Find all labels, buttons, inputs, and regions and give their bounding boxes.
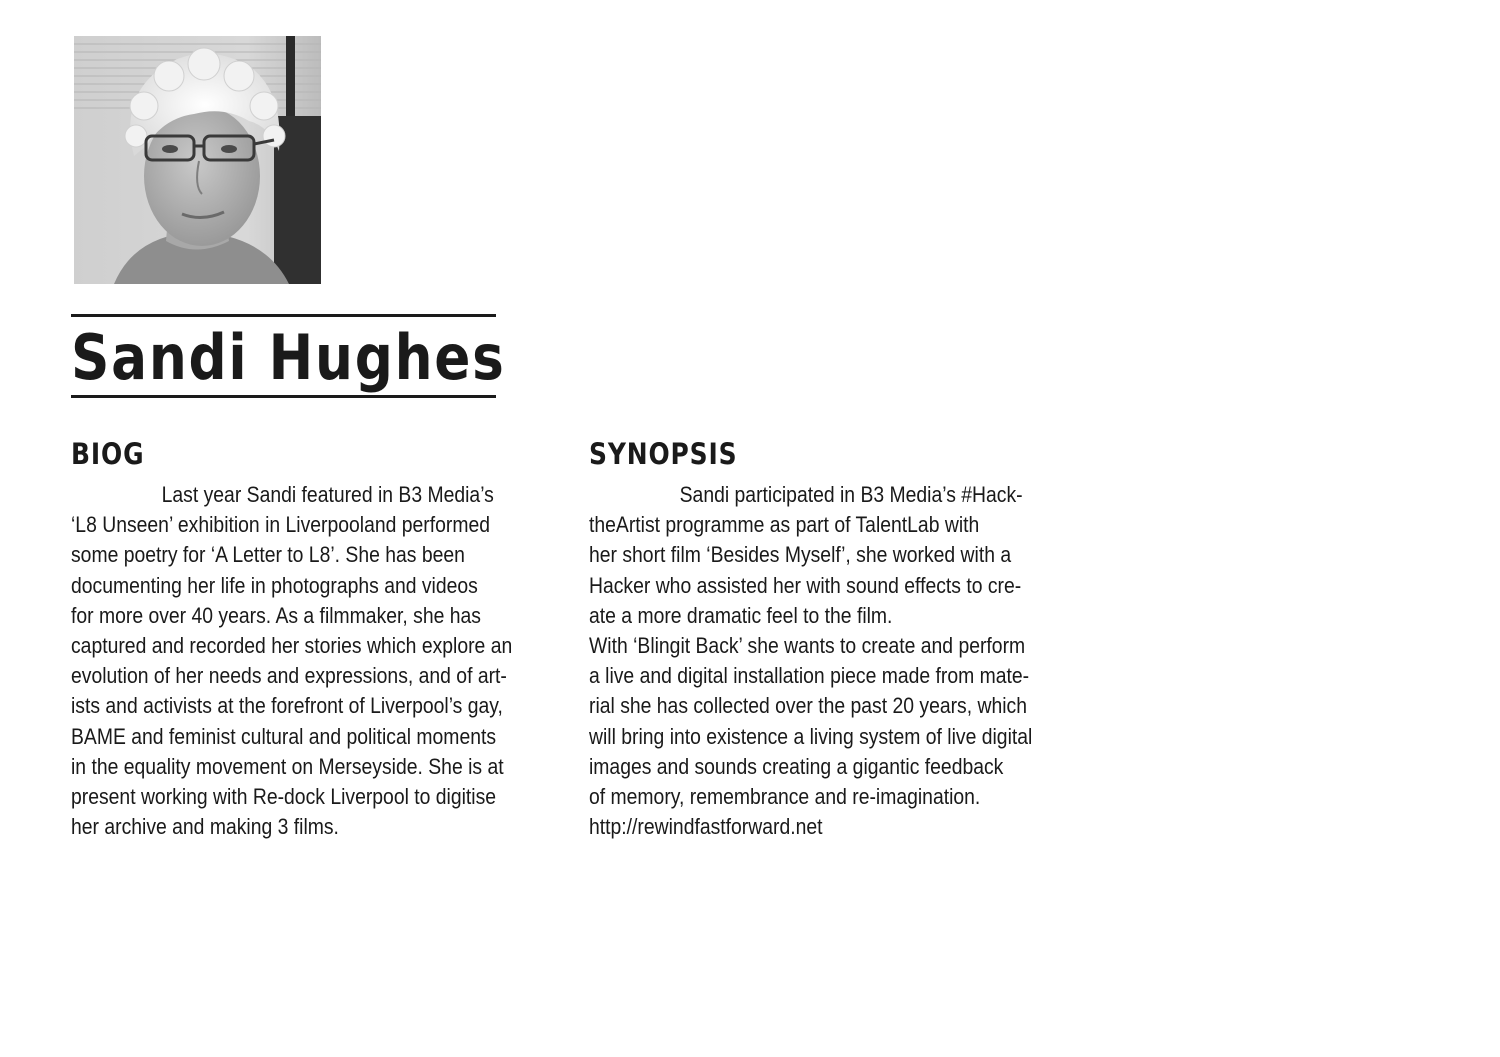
biog-line: captured and recorded her stories which explore an: [71, 632, 513, 658]
synopsis-line: theArtist programme as part of TalentLab with: [589, 512, 980, 538]
synopsis-line: a live and digital installation piece made from mate-: [589, 663, 1030, 689]
website-link[interactable]: http://rewindfastforward.net: [589, 814, 823, 840]
biog-line: documenting her life in photographs and videos: [71, 572, 478, 598]
page-title: Sandi Hughes: [71, 321, 506, 394]
synopsis-line: Sandi participated in B3 Media’s #Hack-: [679, 482, 1023, 507]
biog-line: some poetry for ‘A Letter to L8’. She has been: [71, 542, 465, 568]
biog-line: her archive and making 3 films.: [71, 814, 339, 840]
synopsis-line: will bring into existence a living system of live digital: [589, 723, 1033, 749]
name-header: [71, 314, 506, 398]
biog-line: for more over 40 years. As a filmmaker, she has: [71, 602, 481, 628]
biog-line: present working with Re-dock Liverpool to digitise: [71, 783, 497, 809]
synopsis-section: [589, 434, 1089, 842]
biog-heading: BIOG: [71, 437, 145, 471]
biog-line: evolution of her needs and expressions, and of art-: [71, 663, 507, 689]
portrait-photo: [74, 36, 321, 284]
synopsis-line: ate a more dramatic feel to the film.: [589, 602, 893, 628]
biog-line: ‘L8 Unseen’ exhibition in Liverpooland performed: [71, 512, 491, 538]
synopsis-heading: SYNOPSIS: [589, 437, 738, 471]
synopsis-line: images and sounds creating a gigantic feedback: [589, 753, 1004, 779]
synopsis-line: of memory, remembrance and re-imagination.: [589, 783, 981, 809]
biog-line: in the equality movement on Merseyside. She is at: [71, 753, 504, 779]
synopsis-text: [589, 480, 1082, 842]
biog-line: ists and activists at the forefront of Liverpool’s gay,: [71, 693, 503, 719]
synopsis-line: rial she has collected over the past 20 years, which: [589, 693, 1027, 719]
biog-line: BAME and feminist cultural and political moments: [71, 723, 497, 749]
synopsis-line: With ‘Blingit Back’ she wants to create and perform: [589, 632, 1026, 658]
synopsis-line: Hacker who assisted her with sound effects to cre-: [589, 572, 1022, 598]
biog-line: Last year Sandi featured in B3 Media’s: [161, 482, 494, 507]
synopsis-line: her short film ‘Besides Myself’, she worked with a: [589, 542, 1012, 568]
biog-text: [71, 480, 564, 842]
biog-section: [71, 434, 571, 842]
